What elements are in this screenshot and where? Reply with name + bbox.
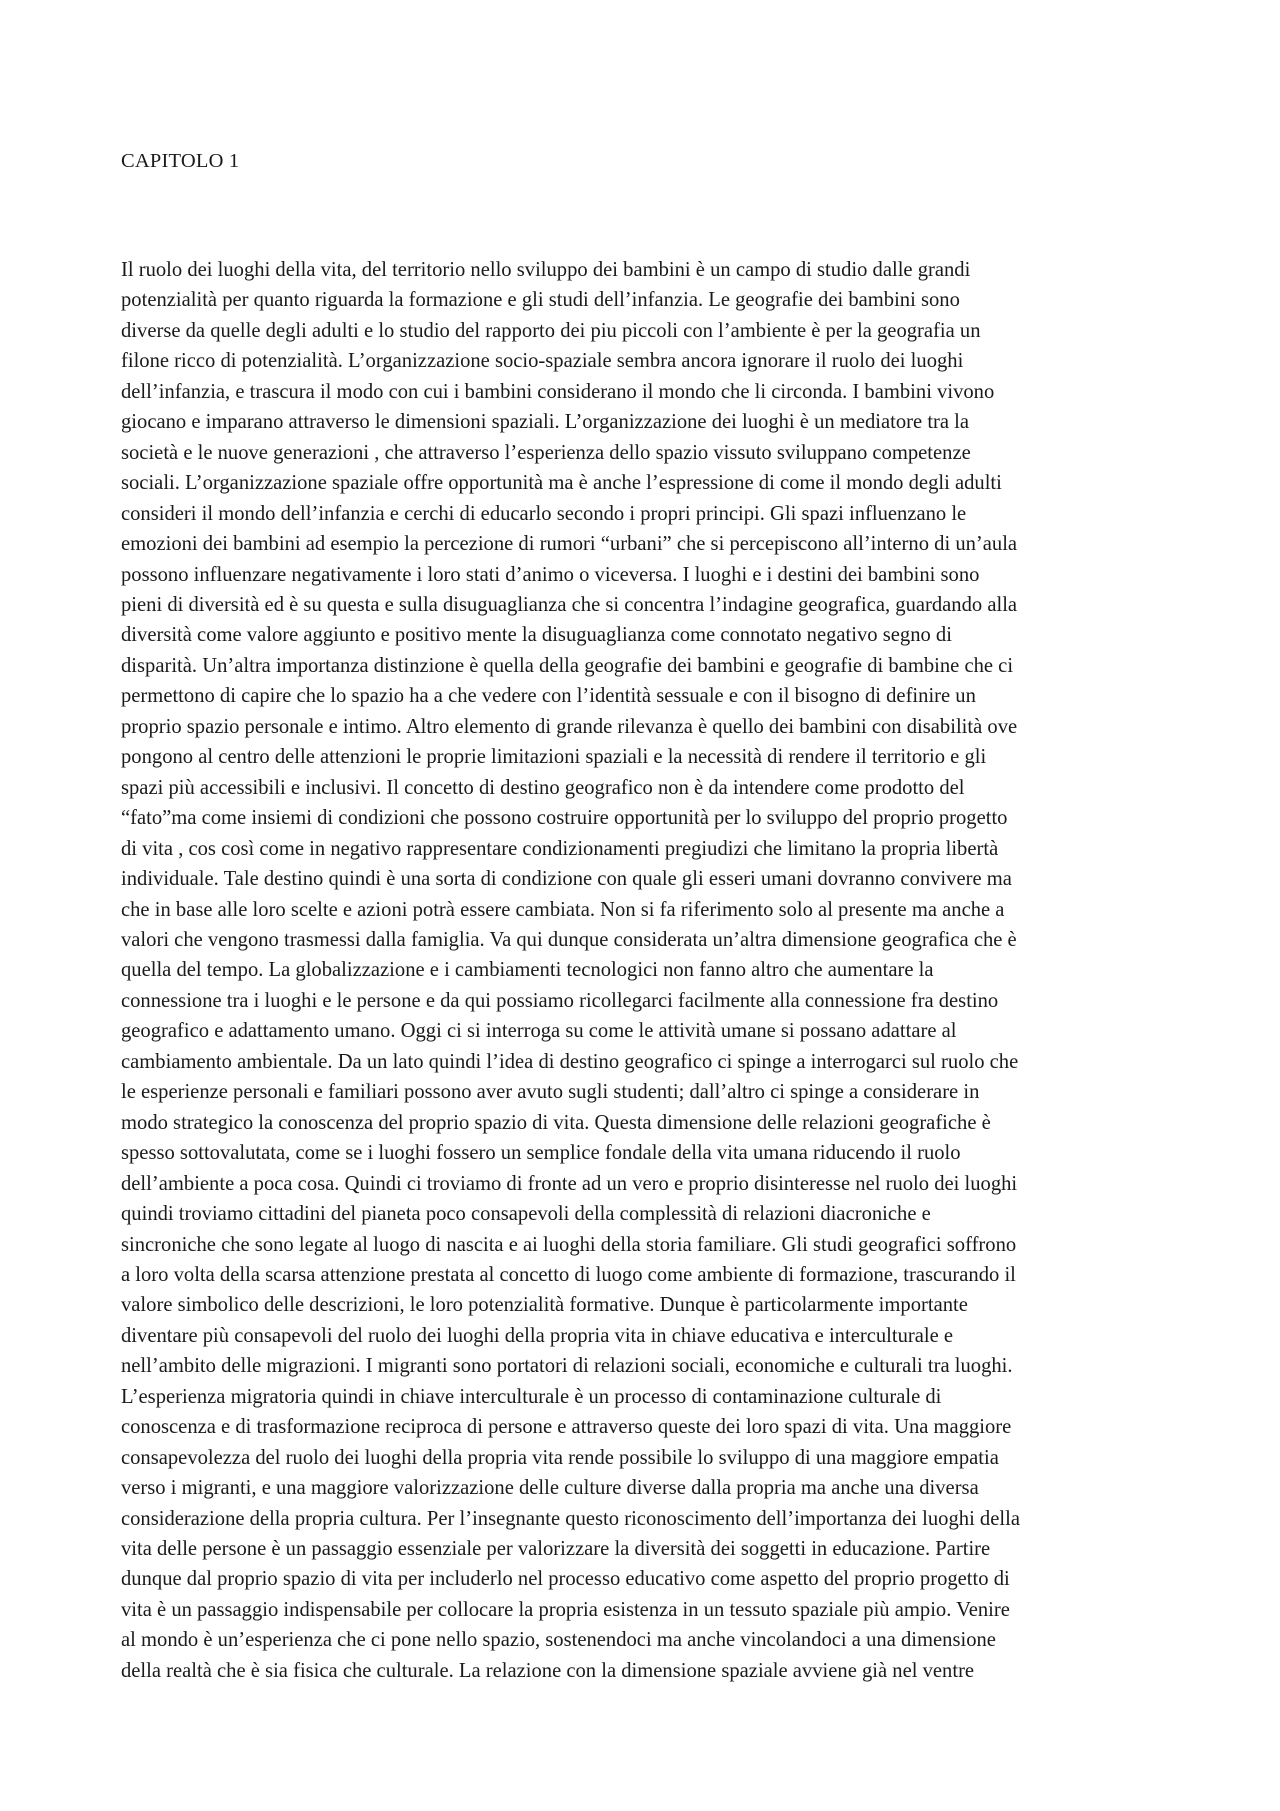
text-line: individuale. Tale destino quindi è una sorta di condizione con quale gli esseri umani dovranno convivere ma — [121, 868, 1012, 891]
text-line: società e le nuove generazioni , che attraverso l’esperienza dello spazio vissuto sviluppano competenze — [121, 441, 971, 464]
text-line: potenzialità per quanto riguarda la formazione e gli studi dell’infanzia. Le geografie dei bambini sono — [121, 289, 960, 312]
text-line: sociali. L’organizzazione spaziale offre opportunità ma è anche l’espressione di come il mondo degli adulti — [121, 472, 1002, 495]
text-line: L’esperienza migratoria quindi in chiave interculturale è un processo di contaminazione culturale di — [121, 1385, 942, 1408]
text-line: vita è un passaggio indispensabile per collocare la propria esistenza in un tessuto spaziale più ampio. Venire — [121, 1598, 1010, 1621]
text-line: le esperienze personali e familiari possono aver avuto sugli studenti; dall’altro ci spinge a considerare in — [121, 1081, 980, 1104]
text-line: quindi troviamo cittadini del pianeta poco consapevoli della complessità di relazioni diacroniche e — [121, 1203, 931, 1226]
text-line: disparità. Un’altra importanza distinzione è quella della geografie dei bambini e geografie di bambine che ci — [121, 654, 1014, 677]
body-paragraph — [121, 255, 1166, 1686]
text-line: diverse da quelle degli adulti e lo studio del rapporto dei piu piccoli con l’ambiente è per la geografia un — [121, 319, 981, 342]
text-line: dell’ambiente a poca cosa. Quindi ci troviamo di fronte ad un vero e proprio disinteresse nel ruolo dei luoghi — [121, 1172, 1018, 1195]
text-line: Il ruolo dei luoghi della vita, del territorio nello sviluppo dei bambini è un campo di studio dalle grandi — [121, 259, 971, 281]
text-line: nell’ambito delle migrazioni. I migranti sono portatori di relazioni sociali, economiche e culturali tra luoghi. — [121, 1355, 1013, 1378]
text-line: sincroniche che sono legate al luogo di nascita e ai luoghi della storia familiare. Gli studi geografici soffrono — [121, 1233, 1017, 1256]
chapter-heading: CAPITOLO 1 — [121, 150, 240, 172]
text-line: proprio spazio personale e intimo. Altro elemento di grande rilevanza è quello dei bambini con disabilità ove — [121, 715, 1018, 738]
text-line: quella del tempo. La globalizzazione e i cambiamenti tecnologici non fanno altro che aumentare la — [121, 959, 934, 982]
text-line: di vita , cos così come in negativo rappresentare condizionamenti pregiudizi che limitano la propria libertà — [121, 837, 999, 860]
text-line: che in base alle loro scelte e azioni potrà essere cambiata. Non si fa riferimento solo al presente ma anche a — [121, 898, 1005, 921]
text-line: pieni di diversità ed è su questa e sulla disuguaglianza che si concentra l’indagine geografica, guardando alla — [121, 593, 1018, 616]
text-line: diversità come valore aggiunto e positivo mente la disuguaglianza come connotato negativo segno di — [121, 624, 952, 647]
text-line: della realtà che è sia fisica che culturale. La relazione con la dimensione spaziale avviene già nel ventre — [121, 1659, 975, 1682]
text-line: “fato”ma come insiemi di condizioni che possono costruire opportunità per lo sviluppo del proprio progetto — [121, 807, 1008, 830]
text-line: valori che vengono trasmessi dalla famiglia. Va qui dunque considerata un’altra dimensione geografica che è — [121, 928, 1017, 951]
text-line: spazi più accessibili e inclusivi. Il concetto di destino geografico non è da intendere come prodotto del — [121, 776, 965, 799]
text-line: vita delle persone è un passaggio essenziale per valorizzare la diversità dei soggetti in educazione. Partire — [121, 1538, 991, 1561]
text-line: valore simbolico delle descrizioni, le loro potenzialità formative. Dunque è particolarmente importante — [121, 1294, 968, 1317]
text-line: spesso sottovalutata, come se i luoghi fossero un semplice fondale della vita umana riducendo il ruolo — [121, 1142, 961, 1165]
text-line: filone ricco di potenzialità. L’organizzazione socio-spaziale sembra ancora ignorare il ruolo dei luoghi — [121, 350, 964, 373]
text-line: pongono al centro delle attenzioni le proprie limitazioni spaziali e la necessità di rendere il territorio e gli — [121, 746, 987, 769]
text-line: verso i migranti, e una maggiore valorizzazione delle culture diverse dalla propria ma anche una diversa — [121, 1477, 979, 1500]
text-line: a loro volta della scarsa attenzione prestata al concetto di luogo come ambiente di formazione, trascurando il — [121, 1263, 1016, 1286]
text-line: considerazione della propria cultura. Per l’insegnante questo riconoscimento dell’importanza dei luoghi della — [121, 1507, 1020, 1530]
text-line: possono influenzare negativamente i loro stati d’animo o viceversa. I luoghi e i destini dei bambini sono — [121, 563, 980, 586]
text-line: geografico e adattamento umano. Oggi ci si interroga su come le attività umane si possano adattare al — [121, 1020, 957, 1043]
text-line: dell’infanzia, e trascura il modo con cui i bambini considerano il mondo che li circonda. I bambini vivono — [121, 380, 995, 403]
text-line: cambiamento ambientale. Da un lato quindi l’idea di destino geografico ci spinge a interrogarci sul ruolo che — [121, 1050, 1019, 1073]
text-line: al mondo è un’esperienza che ci pone nello spazio, sostenendoci ma anche vincolandoci a una dimensione — [121, 1629, 996, 1652]
text-line: modo strategico la conoscenza del proprio spazio di vita. Questa dimensione delle relazioni geografiche è — [121, 1111, 991, 1134]
text-line: dunque dal proprio spazio di vita per includerlo nel processo educativo come aspetto del proprio progetto di — [121, 1568, 1010, 1591]
text-line: permettono di capire che lo spazio ha a che vedere con l’identità sessuale e con il bisogno di definire un — [121, 685, 976, 708]
text-line: consapevolezza del ruolo dei luoghi della propria vita rende possibile lo sviluppo di una maggiore empatia — [121, 1446, 999, 1469]
text-line: connessione tra i luoghi e le persone e da qui possiamo ricollegarci facilmente alla connessione fra destino — [121, 989, 999, 1012]
text-line: consideri il mondo dell’infanzia e cerchi di educarlo secondo i propri principi. Gli spazi influenzano le — [121, 502, 967, 525]
text-line: emozioni dei bambini ad esempio la percezione di rumori “urbani” che si percepiscono all’interno di un’aula — [121, 533, 1018, 556]
text-line: conoscenza e di trasformazione reciproca di persone e attraverso queste dei loro spazi di vita. Una maggiore — [121, 1416, 1012, 1439]
text-line: giocano e imparano attraverso le dimensioni spaziali. L’organizzazione dei luoghi è un mediatore tra la — [121, 411, 970, 434]
text-line: diventare più consapevoli del ruolo dei luoghi della propria vita in chiave educativa e interculturale e — [121, 1324, 954, 1347]
